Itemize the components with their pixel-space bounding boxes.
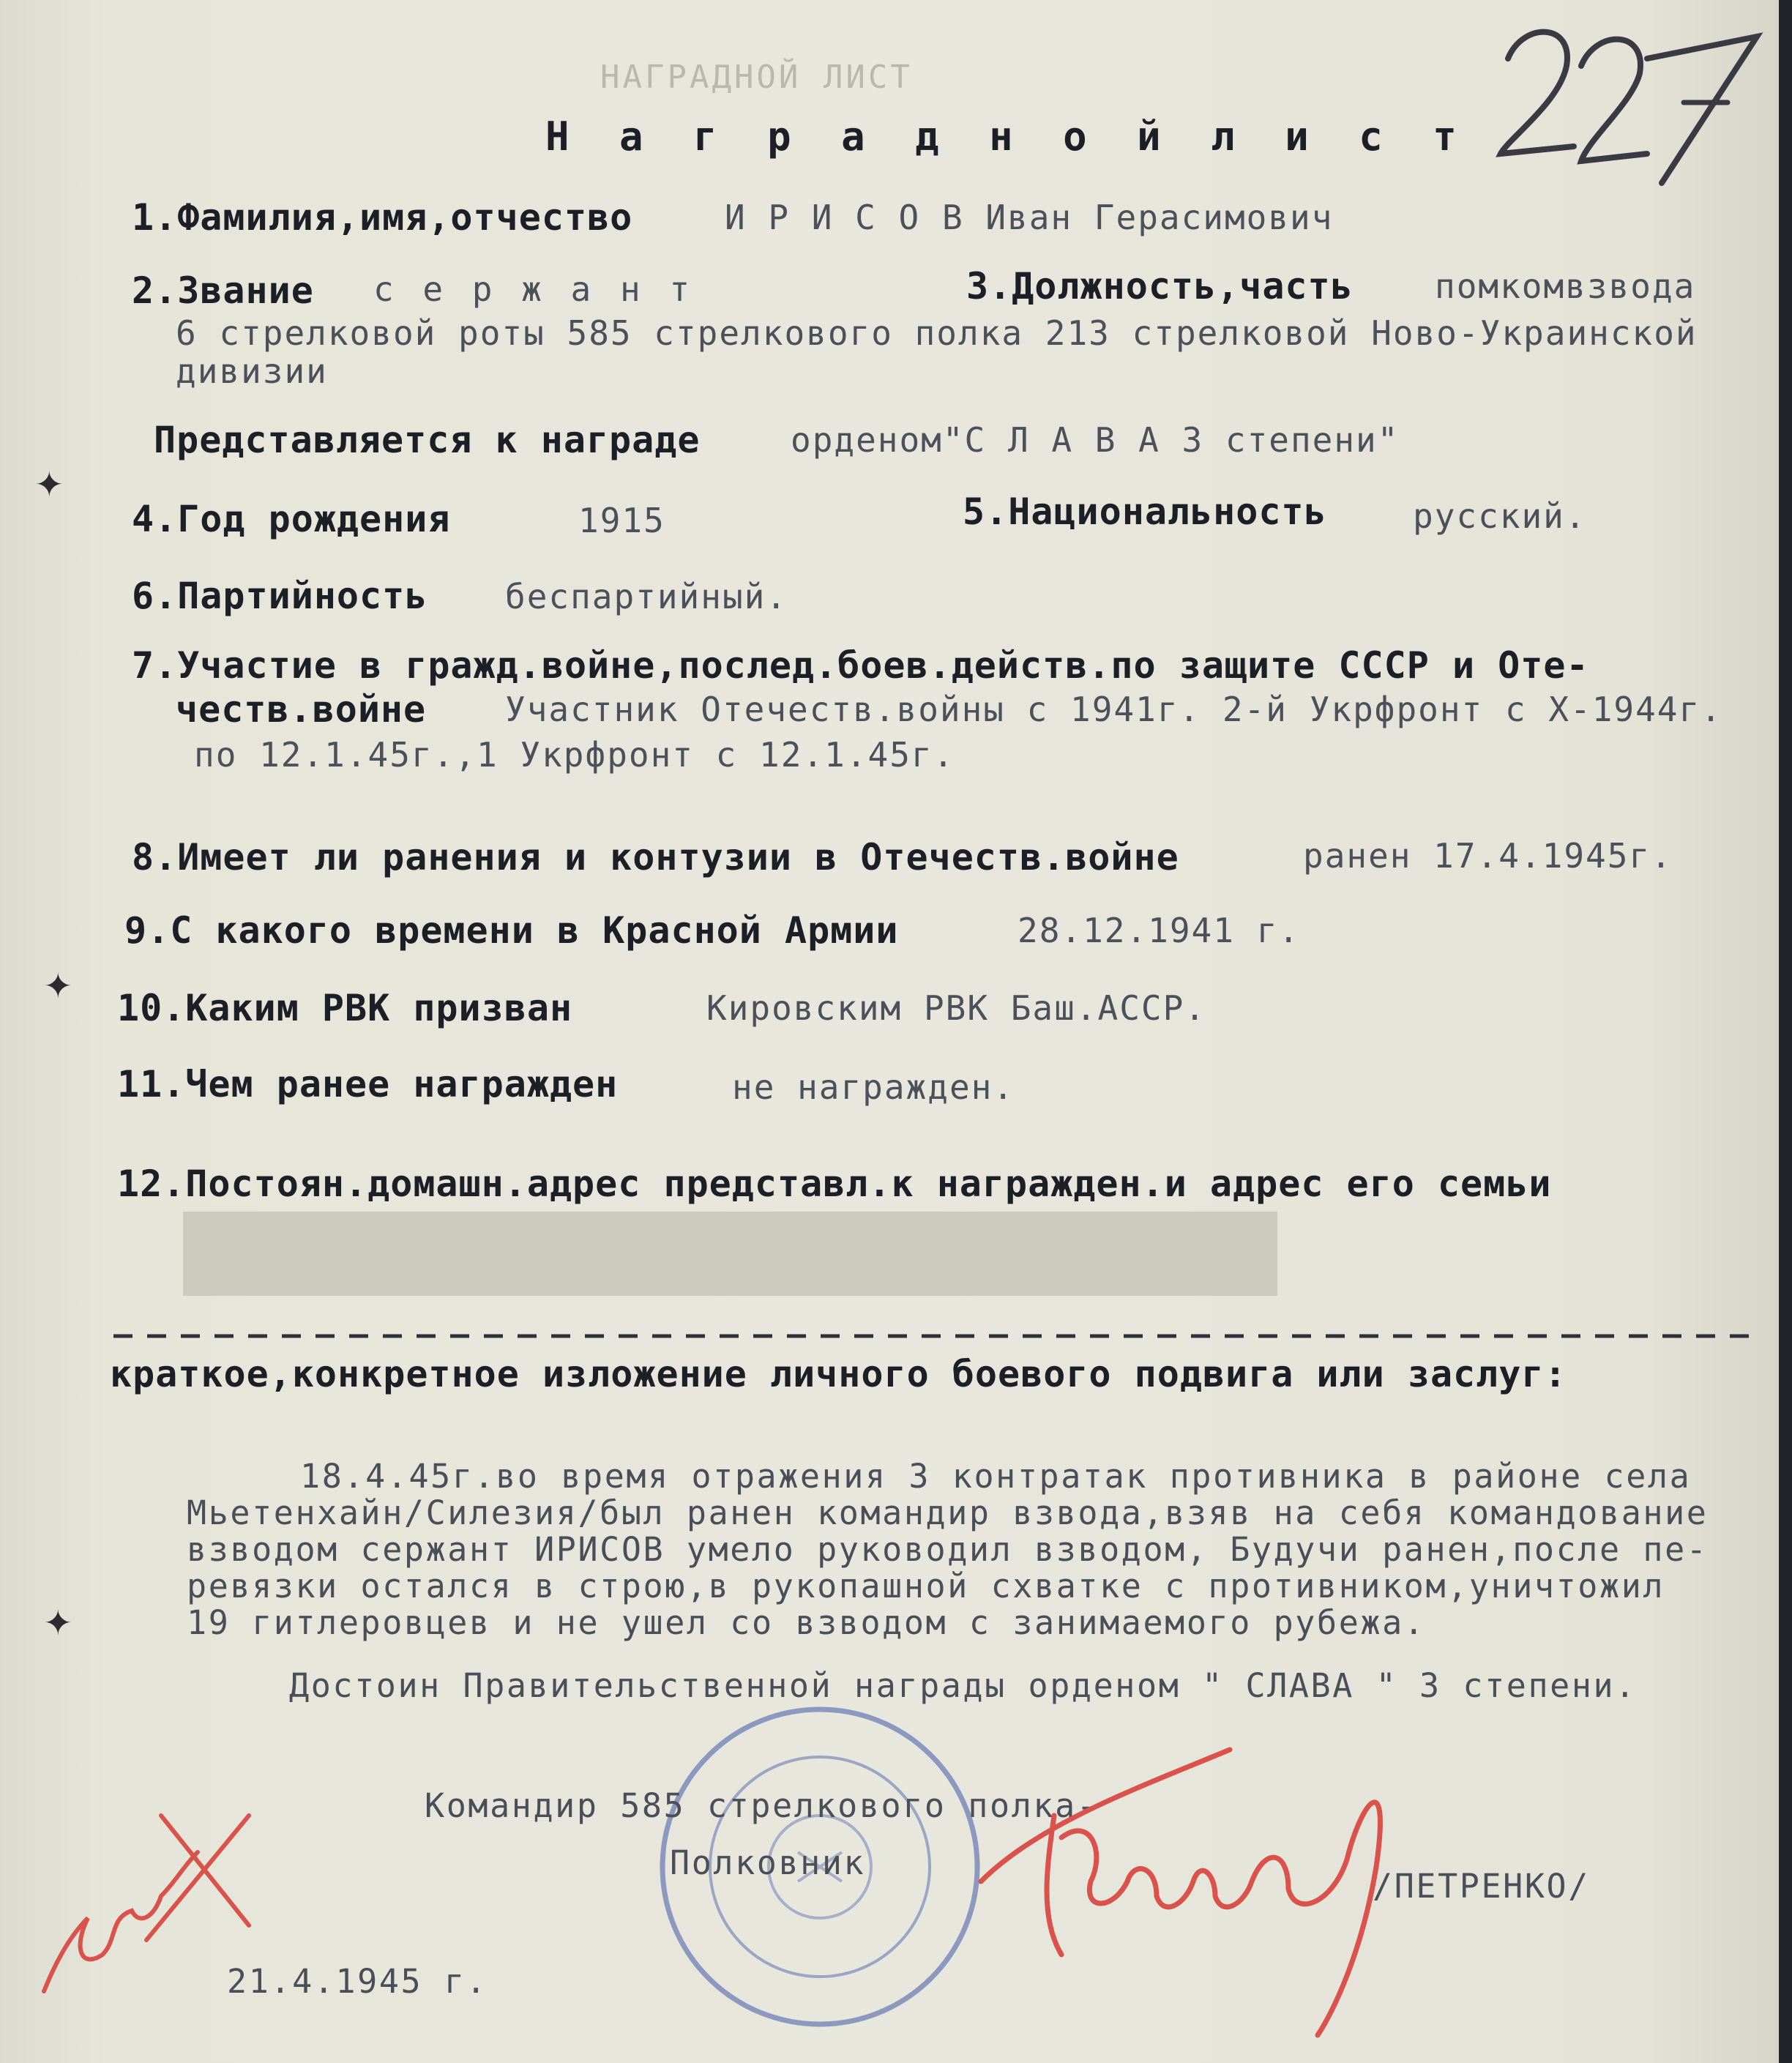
field-7-value-line2: по 12.1.45г.,1 Укрфронт с 12.1.45г. [194, 735, 955, 775]
field-2-label: 2.Звание [132, 269, 314, 312]
field-10-label: 10.Каким РВК призван [117, 987, 573, 1029]
margin-mark: ✦ [35, 454, 64, 508]
field-5-label: 5.Национальность [963, 490, 1327, 533]
commander-signature [952, 1735, 1464, 2043]
field-5-value: русский. [1413, 496, 1587, 536]
feat-line-4: ревязки остался в строю,в рукопашной схватке с противником,уничтожил [187, 1567, 1665, 1605]
document-title: Н а г р а д н о й л и с т [545, 113, 1470, 160]
signature-position-line2: Полковник [670, 1843, 866, 1882]
margin-mark: ✦ [44, 1592, 72, 1646]
signature-date: 21.4.1945 г. [227, 1962, 488, 2001]
field-10-value: Кировским РВК Баш.АССР. [706, 988, 1206, 1028]
feat-line-5: 19 гитлеровцев и не ушел со взводом с занимаемого рубежа. [187, 1603, 1426, 1642]
feat-line-2: Мьетенхайн/Силезия/был ранен командир взвода,взяв на себя командование [187, 1493, 1709, 1532]
field-1-value: И Р И С О В Иван Герасимович [725, 198, 1334, 237]
field-9-label: 9.С какого времени в Красной Армии [124, 909, 899, 952]
award-label: Представляется к награде [154, 419, 701, 461]
field-11-label: 11.Чем ранее награжден [117, 1063, 619, 1105]
feat-line-3: взводом сержант ИРИСОВ умело руководил взводом, Будучи ранен,после пе- [187, 1530, 1709, 1569]
field-3-value-line3: дивизии [176, 351, 328, 391]
award-value: орденом"С Л А В А 3 степени" [791, 420, 1400, 460]
field-2-value: с е р ж а н т [373, 269, 695, 309]
redacted-address [183, 1212, 1277, 1296]
field-7-label-line1: 7.Участие в гражд.войне,послед.боев.действ.по защите СССР и Оте- [132, 644, 1589, 687]
field-8-value: ранен 17.4.1945г. [1303, 836, 1673, 876]
field-6-label: 6.Партийность [132, 575, 428, 617]
field-4-value: 1915 [578, 501, 665, 540]
field-8-label: 8.Имеет ли ранения и контузии в Отечеств.войне [132, 836, 1179, 878]
field-4-label: 4.Год рождения [132, 498, 451, 540]
handwritten-red-note [29, 1772, 264, 2006]
field-12-label: 12.Постоян.домашн.адрес представл.к награжден.и адрес его семьи [117, 1163, 1552, 1205]
page-number-handwritten [1479, 15, 1772, 190]
field-7-value-line1: Участник Отечеств.войны с 1941г. 2-й Укрфронт с X-1944г. [505, 690, 1722, 729]
field-1-label: 1.Фамилия,имя,отчество [132, 196, 633, 239]
margin-mark: ✦ [44, 955, 72, 1010]
field-3-label: 3.Должность,часть [966, 265, 1354, 307]
feat-line-1: 18.4.45г.во время отражения 3 контратак противника в районе села [300, 1457, 1692, 1496]
field-11-value: не награжден. [732, 1067, 1015, 1107]
signature-position-line1: Командир 585 стрелкового полка- [425, 1786, 1099, 1825]
field-3-value: помкомвзвода [1435, 266, 1696, 306]
feat-heading: краткое,конкретное изложение личного боевого подвига или заслуг: [110, 1353, 1567, 1395]
dashed-separator [113, 1329, 1753, 1343]
residual-header: НАГРАДНОЙ ЛИСТ [600, 59, 913, 96]
feat-conclusion: Достоин Правительственной награды орденом " СЛАВА " 3 степени. [289, 1666, 1637, 1705]
field-9-value: 28.12.1941 г. [1018, 911, 1301, 950]
field-7-label-line2: честв.войне [176, 688, 427, 731]
field-3-value-line2: 6 стрелковой роты 585 стрелкового полка 213 стрелковой Ново-Украинской [176, 313, 1698, 353]
field-6-value: беспартийный. [505, 577, 788, 616]
signature-name: /ПЕТРЕНКО/ [1373, 1867, 1590, 1906]
page-edge [1779, 0, 1792, 2063]
